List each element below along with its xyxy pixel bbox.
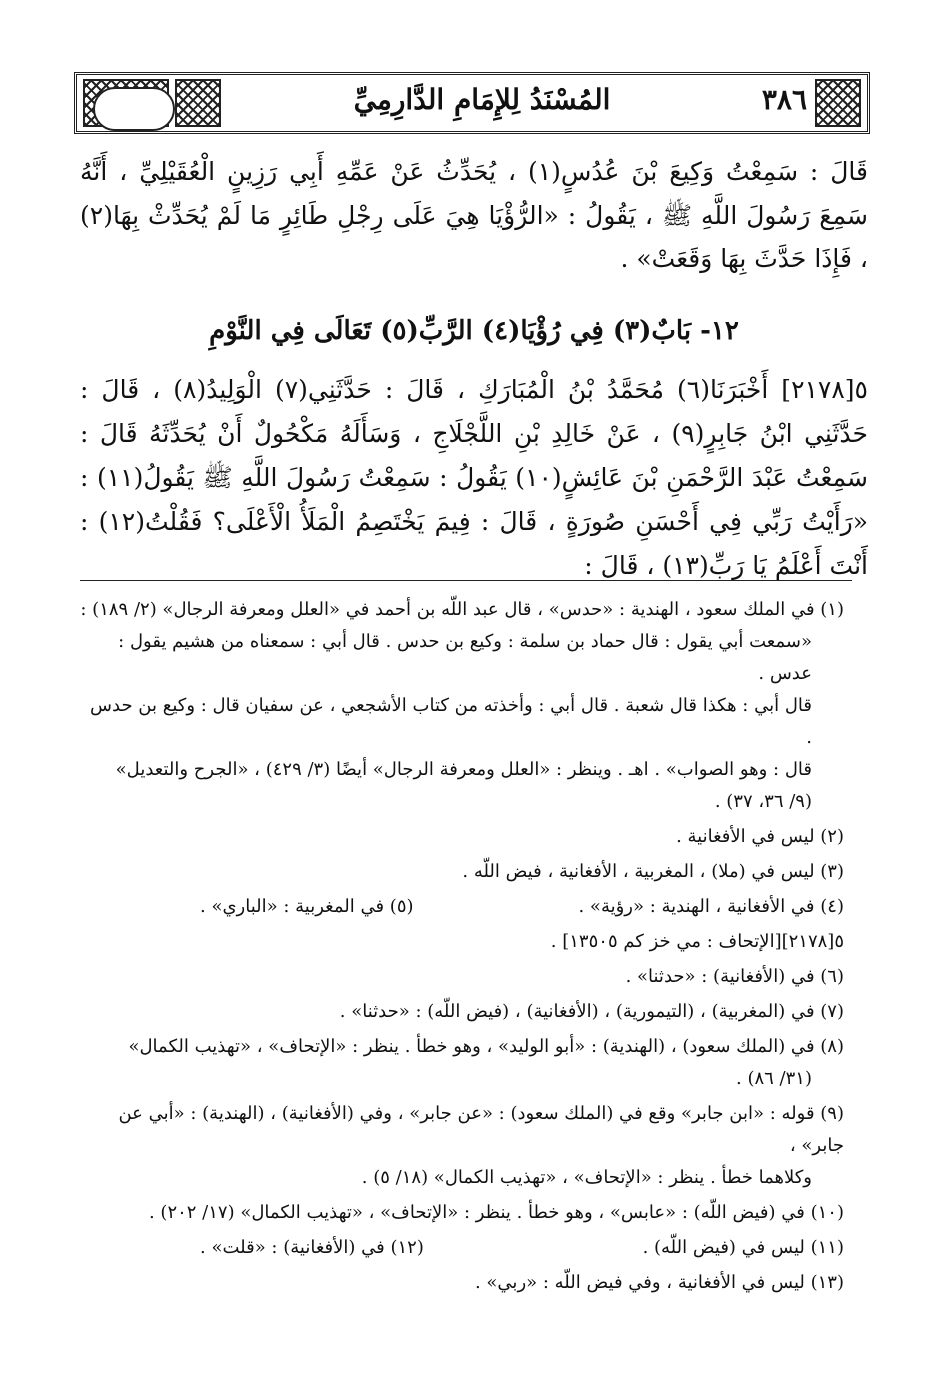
footnotes (80, 594, 844, 1302)
footnote-line: «سمعت أبي يقول : قال حماد بن سلمة : وكيع بن حدس . قال أبي : سمعناه من هشيم يقول : عدس . (118, 631, 812, 684)
footnote-3: (٣) ليس في (ملا) ، المغربية ، الأفغانية ، فيض اللّه . (462, 861, 844, 882)
page-number: ٣٨٦ (761, 83, 807, 116)
footnote-line: (١) في الملك سعود ، الهندية : «حدس» ، قال عبد اللّه بن أحمد في «العلل ومعرفة الرجال» (٢/ ١٨٩) : (80, 599, 844, 620)
footnote-2: (٢) ليس في الأفغانية . (676, 826, 844, 847)
footnote-5: (٥) في المغربية : «الباري» . (200, 896, 414, 917)
footnote-1 (80, 594, 844, 818)
footnote-line: (٩/ ٣٦، ٣٧) . (714, 791, 812, 812)
footnote-8 (80, 1031, 844, 1095)
ithaf-reference: ٥[٢١٧٨][الإتحاف : مي خز كم ١٣٥٠٥] . (550, 931, 844, 952)
footnote-9 (80, 1098, 844, 1194)
main-text-continuation (80, 150, 868, 281)
footnote-4: (٤) في الأفغانية ، الهندية : «رؤية» . (578, 896, 844, 917)
footnote-11: (١١) ليس في (فيض اللّه) . (642, 1237, 844, 1258)
ornament-left-inner (175, 79, 221, 127)
footnote-divider (80, 580, 852, 581)
footnote-line: (٩) قوله : «ابن جابر» وقع في (الملك سعود) : «عن جابر» ، وفي (الأفغانية) ، (الهندية) : «أبي عن جابر» ، (118, 1103, 844, 1156)
page-header (74, 72, 870, 134)
running-title: المُسْنَدُ لِلإِمَامِ الدَّارِمِيِّ (353, 83, 611, 116)
footnote-7: (٧) في (المغربية) ، (التيمورية) ، (الأفغانية) ، (فيض اللّه) : «حدثنا» . (339, 1001, 844, 1022)
hadith-text: ٥[٢١٧٨] أَخْبَرَنَا(٦) مُحَمَّدُ بْنُ الْمُبَارَكِ ، قَالَ : حَدَّثَنِي(٧) الْوَلِيدُ(٨) ، قَالَ : حَدَّثَنِي ابْنُ جَابِرٍ(٩) ، عَنْ خَالِدِ بْنِ اللَّجْلَاجِ ، وَسَأَلَهُ مَكْحُولٌ أَنْ يُحَدِّثَهُ قَالَ : سَمِعْتُ عَبْدَ الرَّحْمَنِ بْنَ عَائِشٍ(١٠) يَقُولُ : سَمِعْتُ رَسُولَ اللَّهِ ﷺ يَقُولُ(١١) : «رَأَيْتُ رَبِّي فِي أَحْسَنِ صُورَةٍ ، قَالَ : فِيمَ يَخْتَصِمُ الْمَلَأُ الْأَعْلَى؟ فَقُلْتُ(١٢) : أَنْتَ أَعْلَمُ يَا رَبِّ(١٣) ، قَالَ : (80, 375, 869, 580)
footnote-4-5 (80, 891, 844, 923)
footnote-6: (٦) في (الأفغانية) : «حدثنا» . (625, 966, 844, 987)
hadith-paragraph (80, 368, 868, 588)
footnote-line: قال : وهو الصواب» . اهـ . وينظر : «العلل ومعرفة الرجال» أيضًا (٣/ ٤٢٩) ، «الجرح والتعديل» (115, 759, 812, 780)
ornament-right (815, 79, 861, 127)
footnote-line: وكلاهما خطأ . ينظر : «الإتحاف» ، «تهذيب الكمال» (١٨/ ٥) . (361, 1167, 812, 1188)
ornament-left (83, 79, 169, 127)
footnote-11-12 (80, 1232, 844, 1264)
book-seal-logo (93, 87, 175, 131)
chapter-heading: ١٢- بَابٌ(٣) فِي رُؤْيَا(٤) الرَّبِّ(٥) تَعَالَى فِي النَّوْمِ (209, 316, 739, 346)
footnote-line: (٣١/ ٨٦) . (736, 1068, 812, 1089)
footnote-13: (١٣) ليس في الأفغانية ، وفي فيض اللّه : «ربي» . (474, 1272, 844, 1293)
footnote-10: (١٠) في (فيض اللّه) : «عابس» ، وهو خطأ . ينظر : «الإتحاف» ، «تهذيب الكمال» (١٧/ ٢٠٢) . (148, 1202, 844, 1223)
footnote-line: قال أبي : هكذا قال شعبة . قال أبي : وأخذته من كتاب الأشجعي ، عن سفيان قال : وكيع بن حدس . (90, 695, 812, 748)
footnote-12: (١٢) في (الأفغانية) : «قلت» . (200, 1237, 424, 1258)
continuation-paragraph: قَالَ : سَمِعْتُ وَكِيعَ بْنَ عُدُسٍ(١) ، يُحَدِّثُ عَنْ عَمِّهِ أَبِي رَزِينٍ الْعُقَيْلِيِّ ، أَنَّهُ سَمِعَ رَسُولَ اللَّهِ ﷺ ، يَقُولُ : «الرُّؤْيَا هِيَ عَلَى رِجْلِ طَائِرٍ مَا لَمْ يُحَدِّثْ بِهَا(٢) ، فَإِذَا حَدَّثَ بِهَا وَقَعَتْ» . (80, 157, 868, 273)
footnote-line: (٨) في (الملك سعود) ، (الهندية) : «أبو الوليد» ، وهو خطأ . ينظر : «الإتحاف» ، «تهذيب الكمال» (128, 1036, 844, 1057)
